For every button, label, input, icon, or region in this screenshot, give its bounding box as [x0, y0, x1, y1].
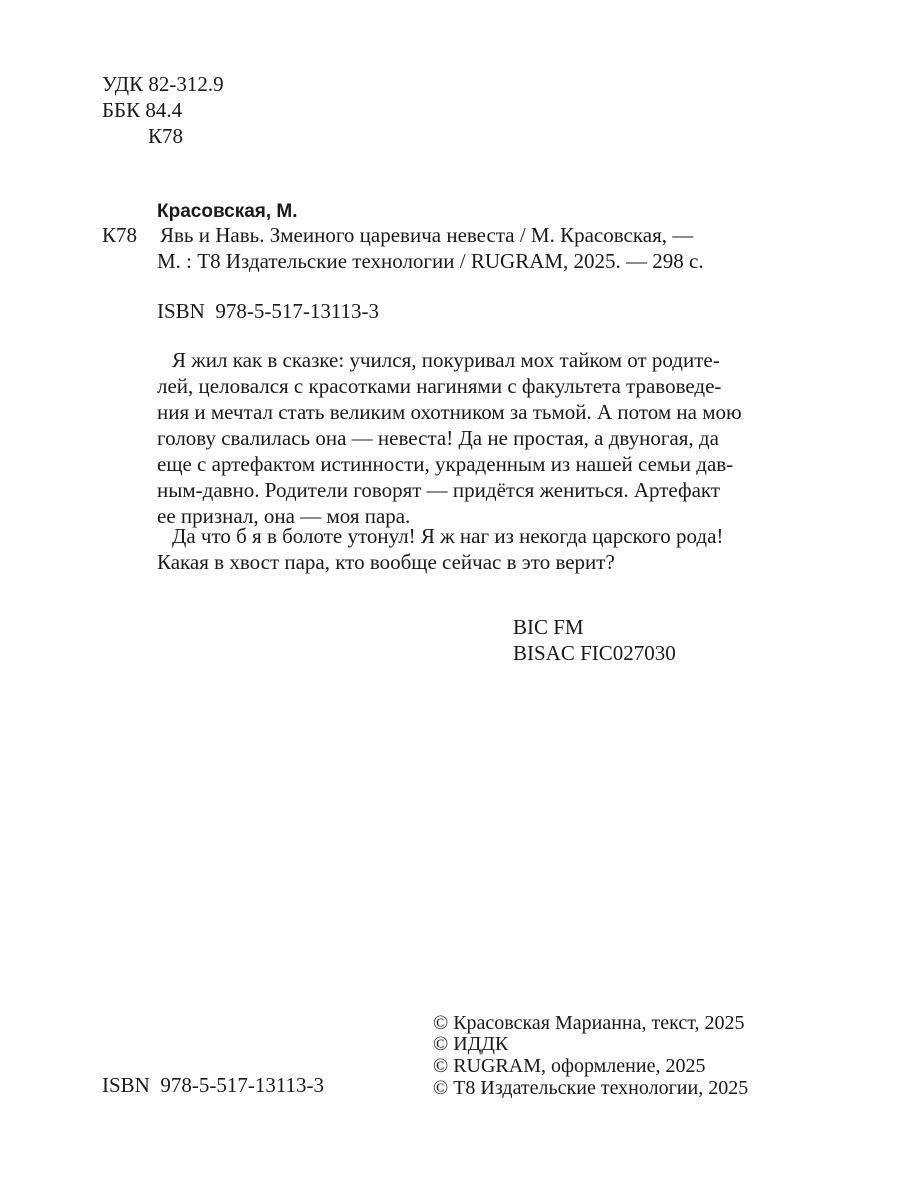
entry-publication-line: М. : Т8 Издательские технологии / RUGRAM, 2025. — 298 с. — [157, 249, 704, 273]
annotation-line: Какая в хвост пара, кто вообще сейчас в это верит? — [157, 550, 615, 574]
udk-code: УДК 82-312.9 — [102, 72, 224, 96]
entry-author-mark: К78 — [102, 223, 138, 247]
entry-title-line: Явь и Навь. Змеиного царевича невеста / М. Красовская, — — [160, 223, 694, 247]
annotation-line: лей, целовался с красотками нагинями с факультета травоведе- — [157, 374, 722, 398]
entry-isbn: ISBN 978-5-517-13113-3 — [157, 299, 380, 323]
copyright-line: © Т8 Издательские технологии, 2025 — [433, 1077, 749, 1099]
annotation-line: голову свалилась она — невеста! Да не простая, а двуногая, да — [157, 426, 719, 450]
copyright-line: © Красовская Марианна, текст, 2025 — [433, 1012, 745, 1034]
entry-author: Красовская, М. — [157, 201, 298, 222]
bic-code: BIC FM — [513, 615, 584, 639]
annotation-line: Да что б я в болоте утонул! Я ж наг из некогда царского рода! — [172, 524, 724, 548]
copyright-line: © ИДДК — [433, 1033, 509, 1055]
annotation-line: ния и мечтал стать великим охотником за тьмой. А потом на мою — [157, 400, 742, 424]
copyright-line: © RUGRAM, оформление, 2025 — [433, 1055, 706, 1077]
author-mark: К78 — [148, 124, 184, 148]
annotation-line: ее признал, она — моя пара. — [157, 504, 411, 528]
annotation-line: Я жил как в сказке: учился, покуривал мох тайком от родите- — [172, 348, 720, 372]
annotation-line: ным-давно. Родители говорят — придётся жениться. Артефакт — [157, 478, 721, 502]
bisac-code: BISAC FIC027030 — [513, 641, 676, 665]
footer-isbn: ISBN 978-5-517-13113-3 — [102, 1073, 325, 1097]
annotation-line: еще с артефактом истинности, украденным из нашей семьи дав- — [157, 452, 734, 476]
bbk-code: ББК 84.4 — [102, 98, 183, 122]
